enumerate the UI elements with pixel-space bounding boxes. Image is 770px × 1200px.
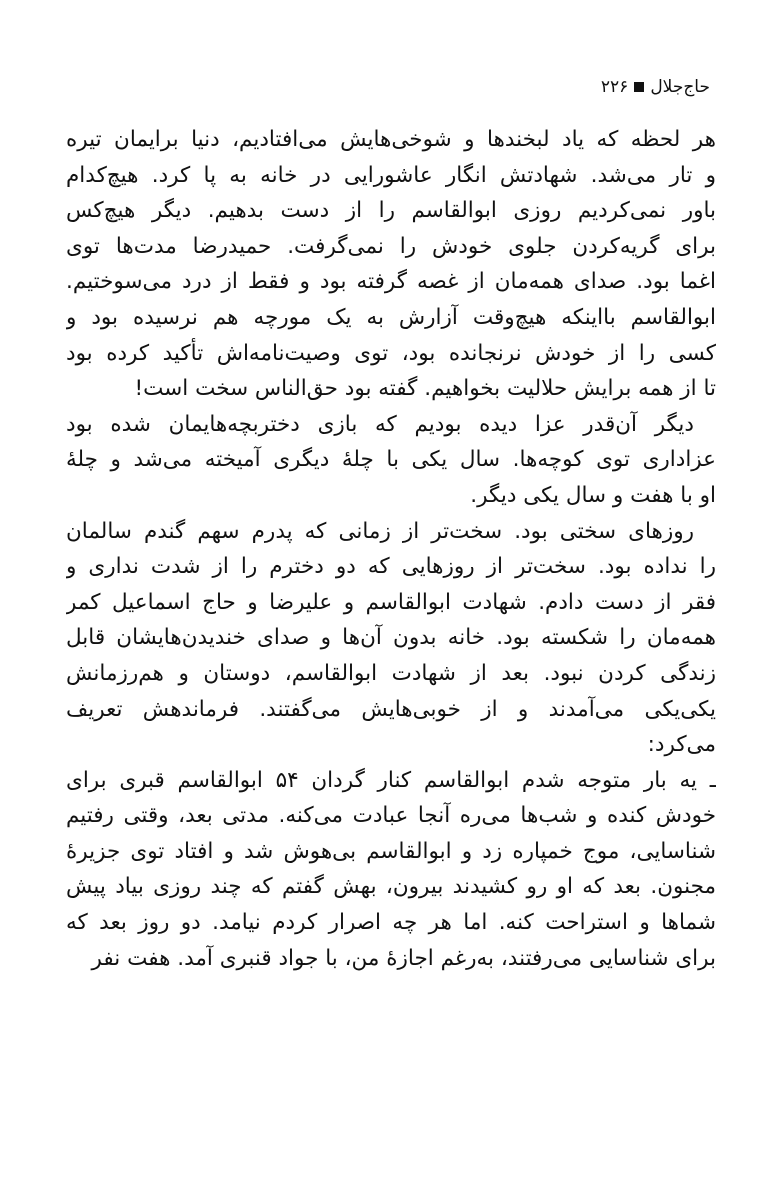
text-line: روزهای سختی بود. سخت‌تر از زمانی که پدرم سهم گندم سالمان bbox=[66, 518, 694, 544]
paragraph bbox=[66, 514, 716, 763]
body-text bbox=[66, 122, 716, 976]
paragraph bbox=[66, 122, 716, 407]
text-line: کسی را از خودش نرنجانده بود، توی وصیت‌نامه‌اش تأکید کرده بود bbox=[66, 340, 716, 366]
text-line: عزاداری توی کوچه‌ها. سال یکی با چلهٔ دیگری آمیخته می‌شد و چلهٔ bbox=[66, 447, 716, 473]
text-line: و تار می‌شد. شهادتش انگار عاشورایی در خانه به پا کرد. هیچ‌کدام bbox=[66, 162, 716, 188]
text-line: خودش کنده و شب‌ها می‌ره آنجا عبادت می‌کنه. مدتی بعد، وقتی رفتیم bbox=[66, 803, 716, 829]
text-line: ابوالقاسم بااینکه هیچ‌وقت آزارش به یک مورچه هم نرسیده بود و bbox=[66, 304, 716, 330]
text-line: یکی‌یکی می‌آمدند و از خوبی‌هایش می‌گفتند. فرماندهش تعریف bbox=[66, 696, 716, 722]
black-square-icon bbox=[634, 82, 644, 92]
text-line: اغما بود. صدای همه‌مان از غصه گرفته بود و فقط از درد می‌سوختیم. bbox=[66, 269, 716, 295]
text-line: برای شناسایی می‌رفتند، به‌رغم اجازهٔ من، با جواد قنبری آمد. هفت نفر bbox=[91, 945, 716, 971]
text-line: شناسایی، موج خمپاره زد و ابوالقاسم بی‌هوش شد و افتاد توی جزیرهٔ bbox=[66, 838, 716, 864]
text-line: هر لحظه که یاد لبخندها و شوخی‌هایش می‌افتادیم، دنیا برایمان تیره bbox=[66, 127, 716, 152]
text-line: او با هفت و سال یکی دیگر. bbox=[470, 482, 716, 508]
text-line: فقر از دست دادم. شهادت ابوالقاسم و علیرضا و حاج اسماعیل کمر bbox=[66, 589, 716, 615]
text-line: ـ یه بار متوجه شدم ابوالقاسم کنار گردان ۵۴ ابوالقاسم قبری برای bbox=[66, 767, 716, 793]
text-line: تا از همه برایش حلالیت بخواهیم. گفته بود حق‌الناس سخت است! bbox=[134, 376, 716, 402]
running-head bbox=[601, 76, 710, 98]
paragraph bbox=[66, 407, 716, 514]
text-line: همه‌مان را شکسته بود. خانه بدون آن‌ها و صدای خندیدن‌هایشان قابل bbox=[66, 625, 716, 651]
text-line: مجنون. بعد که او رو کشیدند بیرون، بهش گفتم که چند روزی بیاد پیش bbox=[66, 874, 716, 900]
book-title: حاج‌جلال bbox=[650, 77, 710, 97]
page-number: ۲۲۶ bbox=[600, 77, 629, 97]
text-line: باور نمی‌کردیم روزی ابوالقاسم را از دست بدهیم. دیگر هیچ‌کس bbox=[66, 198, 716, 224]
text-line: دیگر آن‌قدر عزا دیده بودیم که بازی دختربچه‌هایمان شده بود bbox=[66, 411, 694, 437]
paragraph bbox=[66, 763, 716, 977]
text-line: زندگی کردن نبود. بعد از شهادت ابوالقاسم، دوستان و هم‌رزمانش bbox=[66, 660, 716, 686]
text-line: برای گریه‌کردن جلوی خودش را نمی‌گرفت. حمیدرضا مدت‌ها توی bbox=[66, 233, 716, 259]
text-line: شماها و استراحت کنه. اما هر چه اصرار کردم نیامد. دو روز بعد که bbox=[66, 910, 716, 936]
text-line: می‌کرد: bbox=[647, 732, 716, 758]
text-line: را نداده بود. سخت‌تر از روزهایی که دو دخترم را از شدت نداری و bbox=[66, 554, 716, 580]
